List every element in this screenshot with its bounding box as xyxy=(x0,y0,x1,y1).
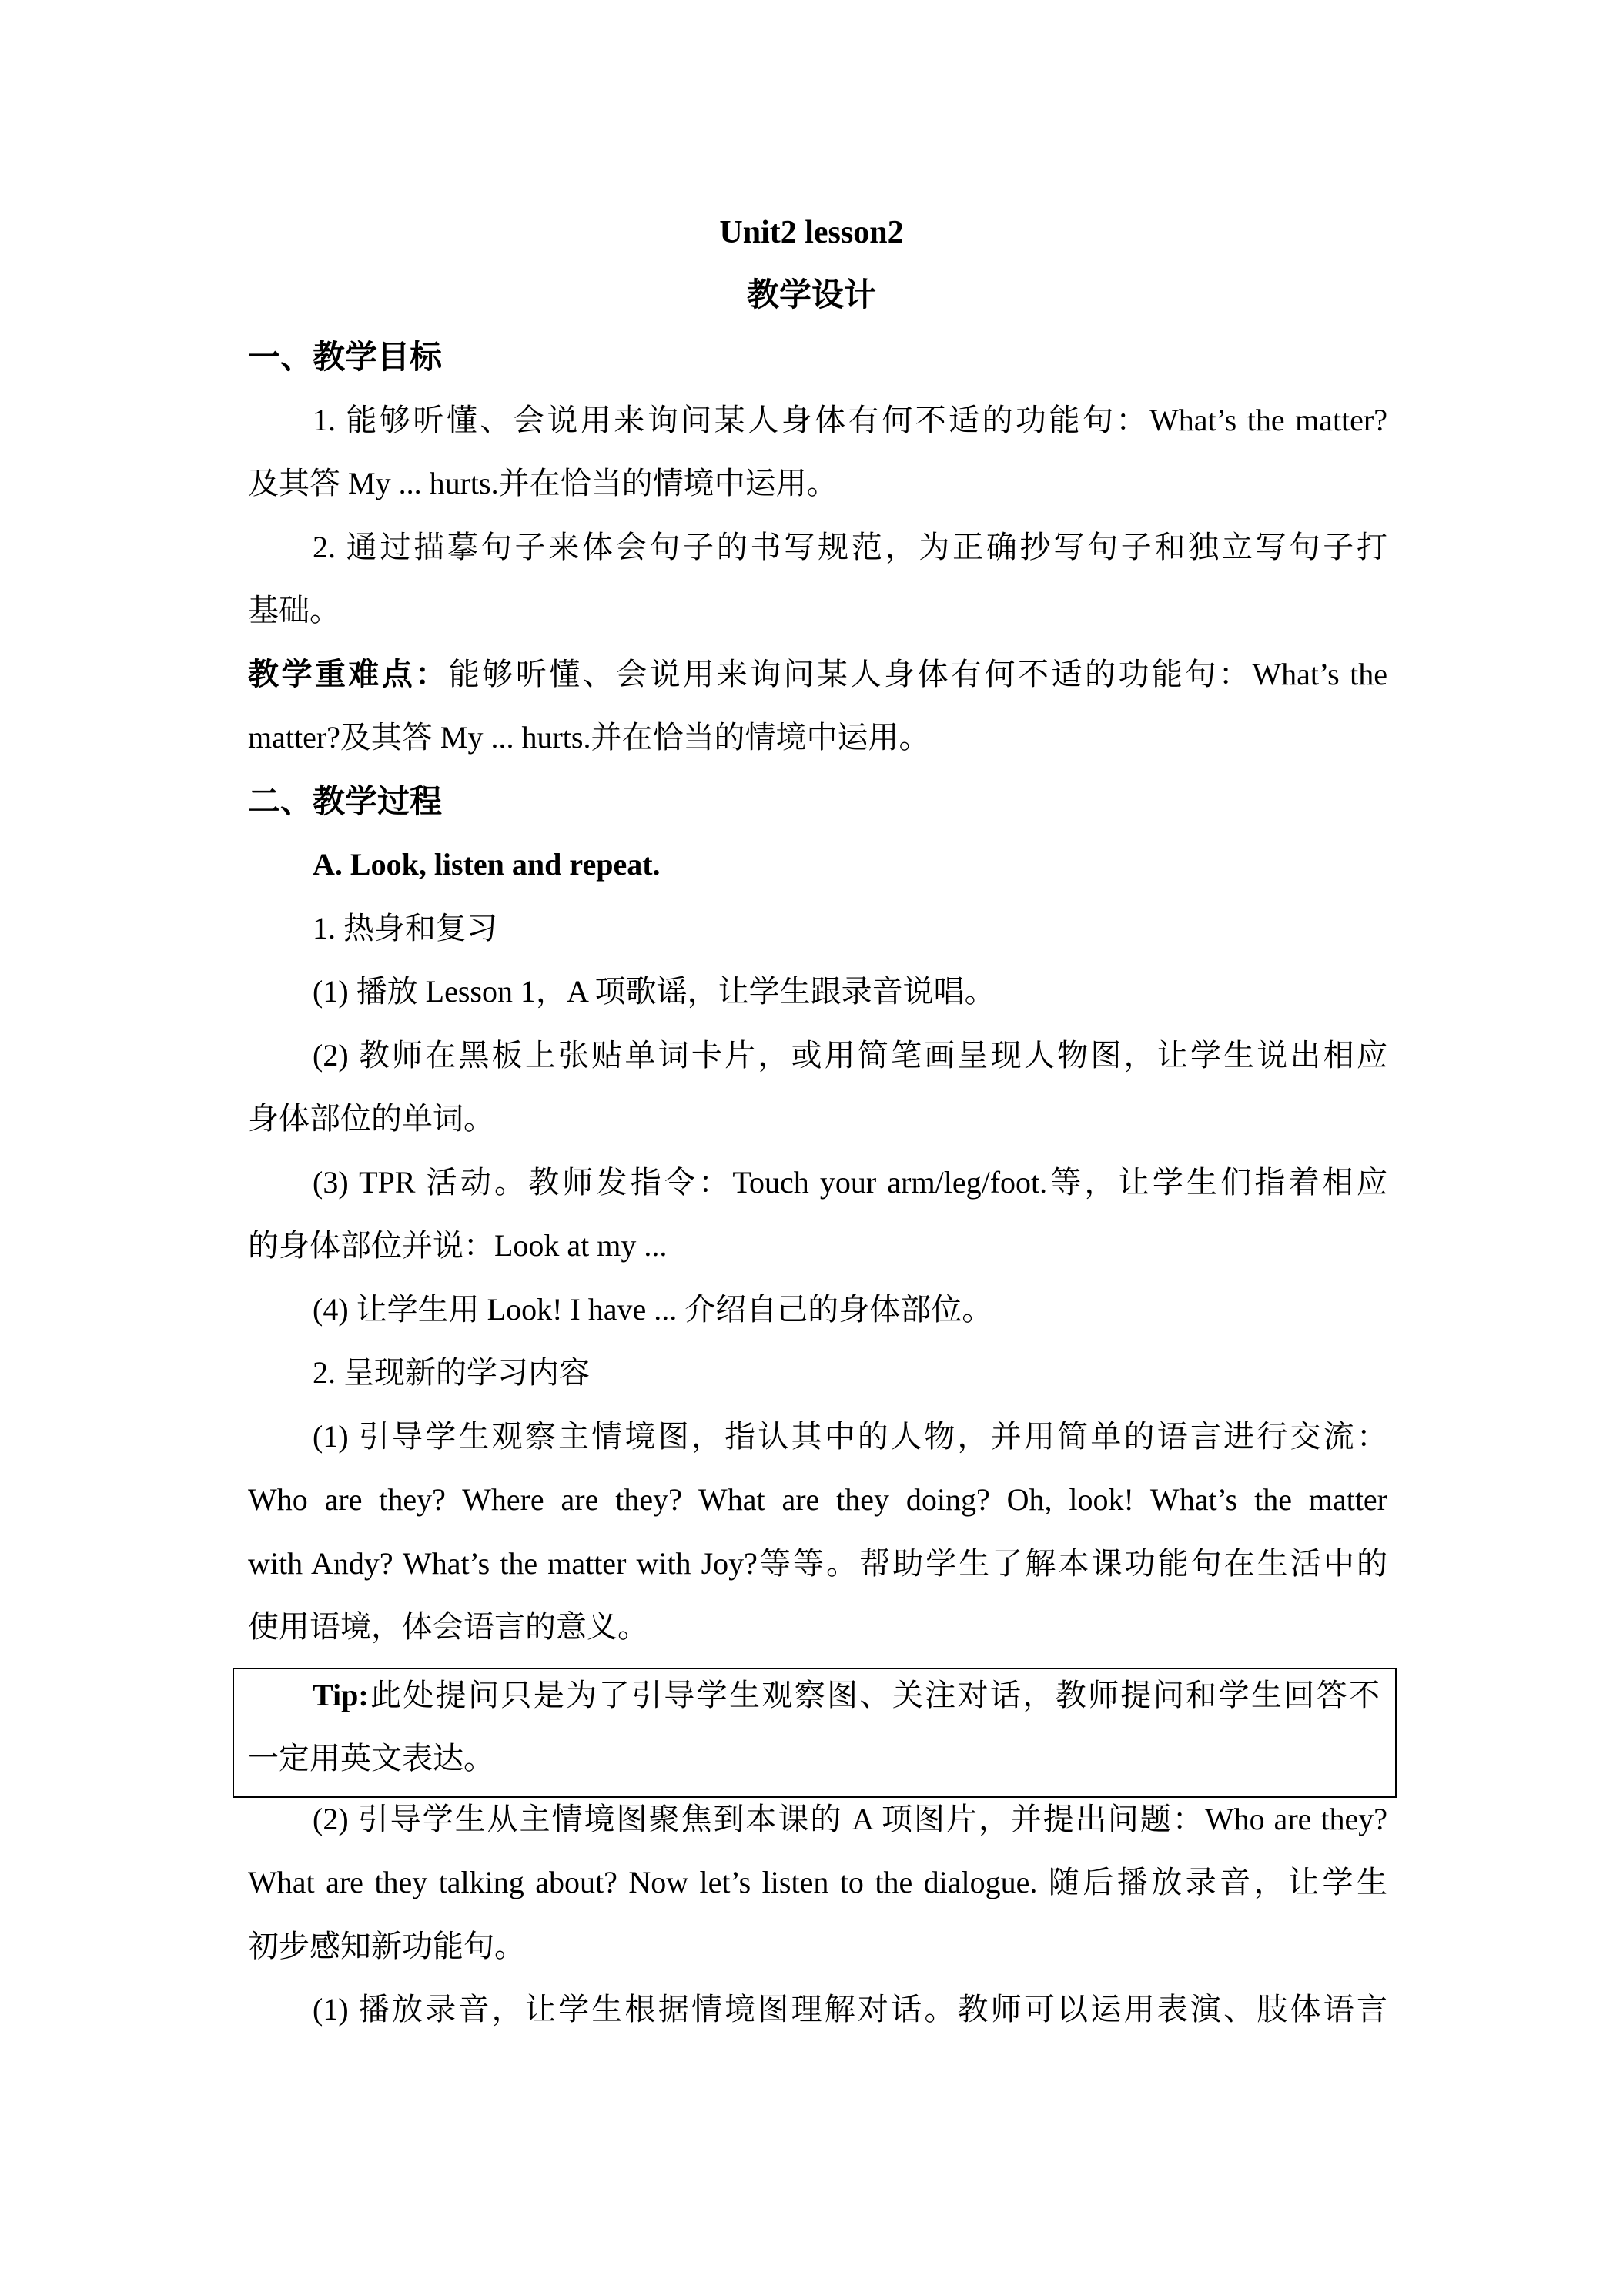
tip-text: 此处提问只是为了引导学生观察图、关注对话，教师提问和学生回答不 xyxy=(368,1678,1380,1712)
key-difficulty-text: 能够听懂、会说用来询问某人身体有何不适的功能句：What’s the xyxy=(448,657,1388,691)
objective-2-line-2: 基础。 xyxy=(248,593,340,628)
step-2-item-2-line-3: 初步感知新功能句。 xyxy=(248,1929,525,1963)
step-1-item-3-line-2: 的身体部位并说：Look at my ... xyxy=(248,1228,668,1263)
section-heading-process: 二、教学过程 xyxy=(248,782,443,820)
key-difficulty-line-1 xyxy=(248,654,1387,694)
step-2-item-3-line-1: (1) 播放录音，让学生根据情境图理解对话。教师可以运用表演、肢体语言 xyxy=(313,1992,1387,2027)
step-2-item-1-line-4: 使用语境，体会语言的意义。 xyxy=(248,1609,648,1644)
key-difficulty-label: 教学重难点： xyxy=(248,657,449,692)
step-2-item-1-line-3: with Andy? What’s the matter with Joy?等等。帮助学生了解本课功能句在生活中的 xyxy=(248,1546,1387,1581)
step-2-title: 2. 呈现新的学习内容 xyxy=(313,1355,590,1390)
document-subtitle: 教学设计 xyxy=(746,276,876,313)
step-1-item-2-line-2: 身体部位的单词。 xyxy=(248,1101,494,1136)
step-2-item-1-line-2: Who are they? Where are they? What are they doing? Oh, look! What’s the matter xyxy=(248,1482,1387,1517)
subheading-a: A. Look, listen and repeat. xyxy=(313,847,661,882)
step-1-title: 1. 热身和复习 xyxy=(313,911,497,946)
step-1-item-1: (1) 播放 Lesson 1，A 项歌谣，让学生跟录音说唱。 xyxy=(313,974,996,1009)
objective-1-line-2: 及其答 My ... hurts.并在恰当的情境中运用。 xyxy=(248,466,838,500)
section-heading-objectives: 一、教学目标 xyxy=(248,338,443,376)
step-1-item-3-line-1: (3) TPR 活动。教师发指令：Touch your arm/leg/foot.等，让学生们指着相应 xyxy=(313,1165,1387,1200)
objective-1-line-1: 1. 能够听懂、会说用来询问某人身体有何不适的功能句：What’s the matter? xyxy=(313,403,1387,437)
tip-line-1 xyxy=(313,1675,1380,1715)
tip-label: Tip: xyxy=(313,1678,369,1712)
step-1-item-4: (4) 让学生用 Look! I have ... 介绍自己的身体部位。 xyxy=(313,1292,993,1327)
document-title: Unit2 lesson2 xyxy=(719,215,904,250)
objective-2-line-1: 2. 通过描摹句子来体会句子的书写规范，为正确抄写句子和独立写句子打 xyxy=(313,530,1387,564)
tip-line-2: 一定用英文表达。 xyxy=(248,1741,494,1776)
key-difficulty-line-2: matter?及其答 My ... hurts.并在恰当的情境中运用。 xyxy=(248,720,930,755)
step-1-item-2-line-1: (2) 教师在黑板上张贴单词卡片，或用简笔画呈现人物图，让学生说出相应 xyxy=(313,1038,1387,1073)
step-2-item-1-line-1: (1) 引导学生观察主情境图，指认其中的人物，并用简单的语言进行交流： xyxy=(313,1419,1387,1454)
step-2-item-2-line-2: What are they talking about? Now let’s listen to the dialogue. 随后播放录音，让学生 xyxy=(248,1865,1387,1899)
step-2-item-2-line-1: (2) 引导学生从主情境图聚焦到本课的 A 项图片，并提出问题：Who are they? xyxy=(313,1802,1387,1836)
